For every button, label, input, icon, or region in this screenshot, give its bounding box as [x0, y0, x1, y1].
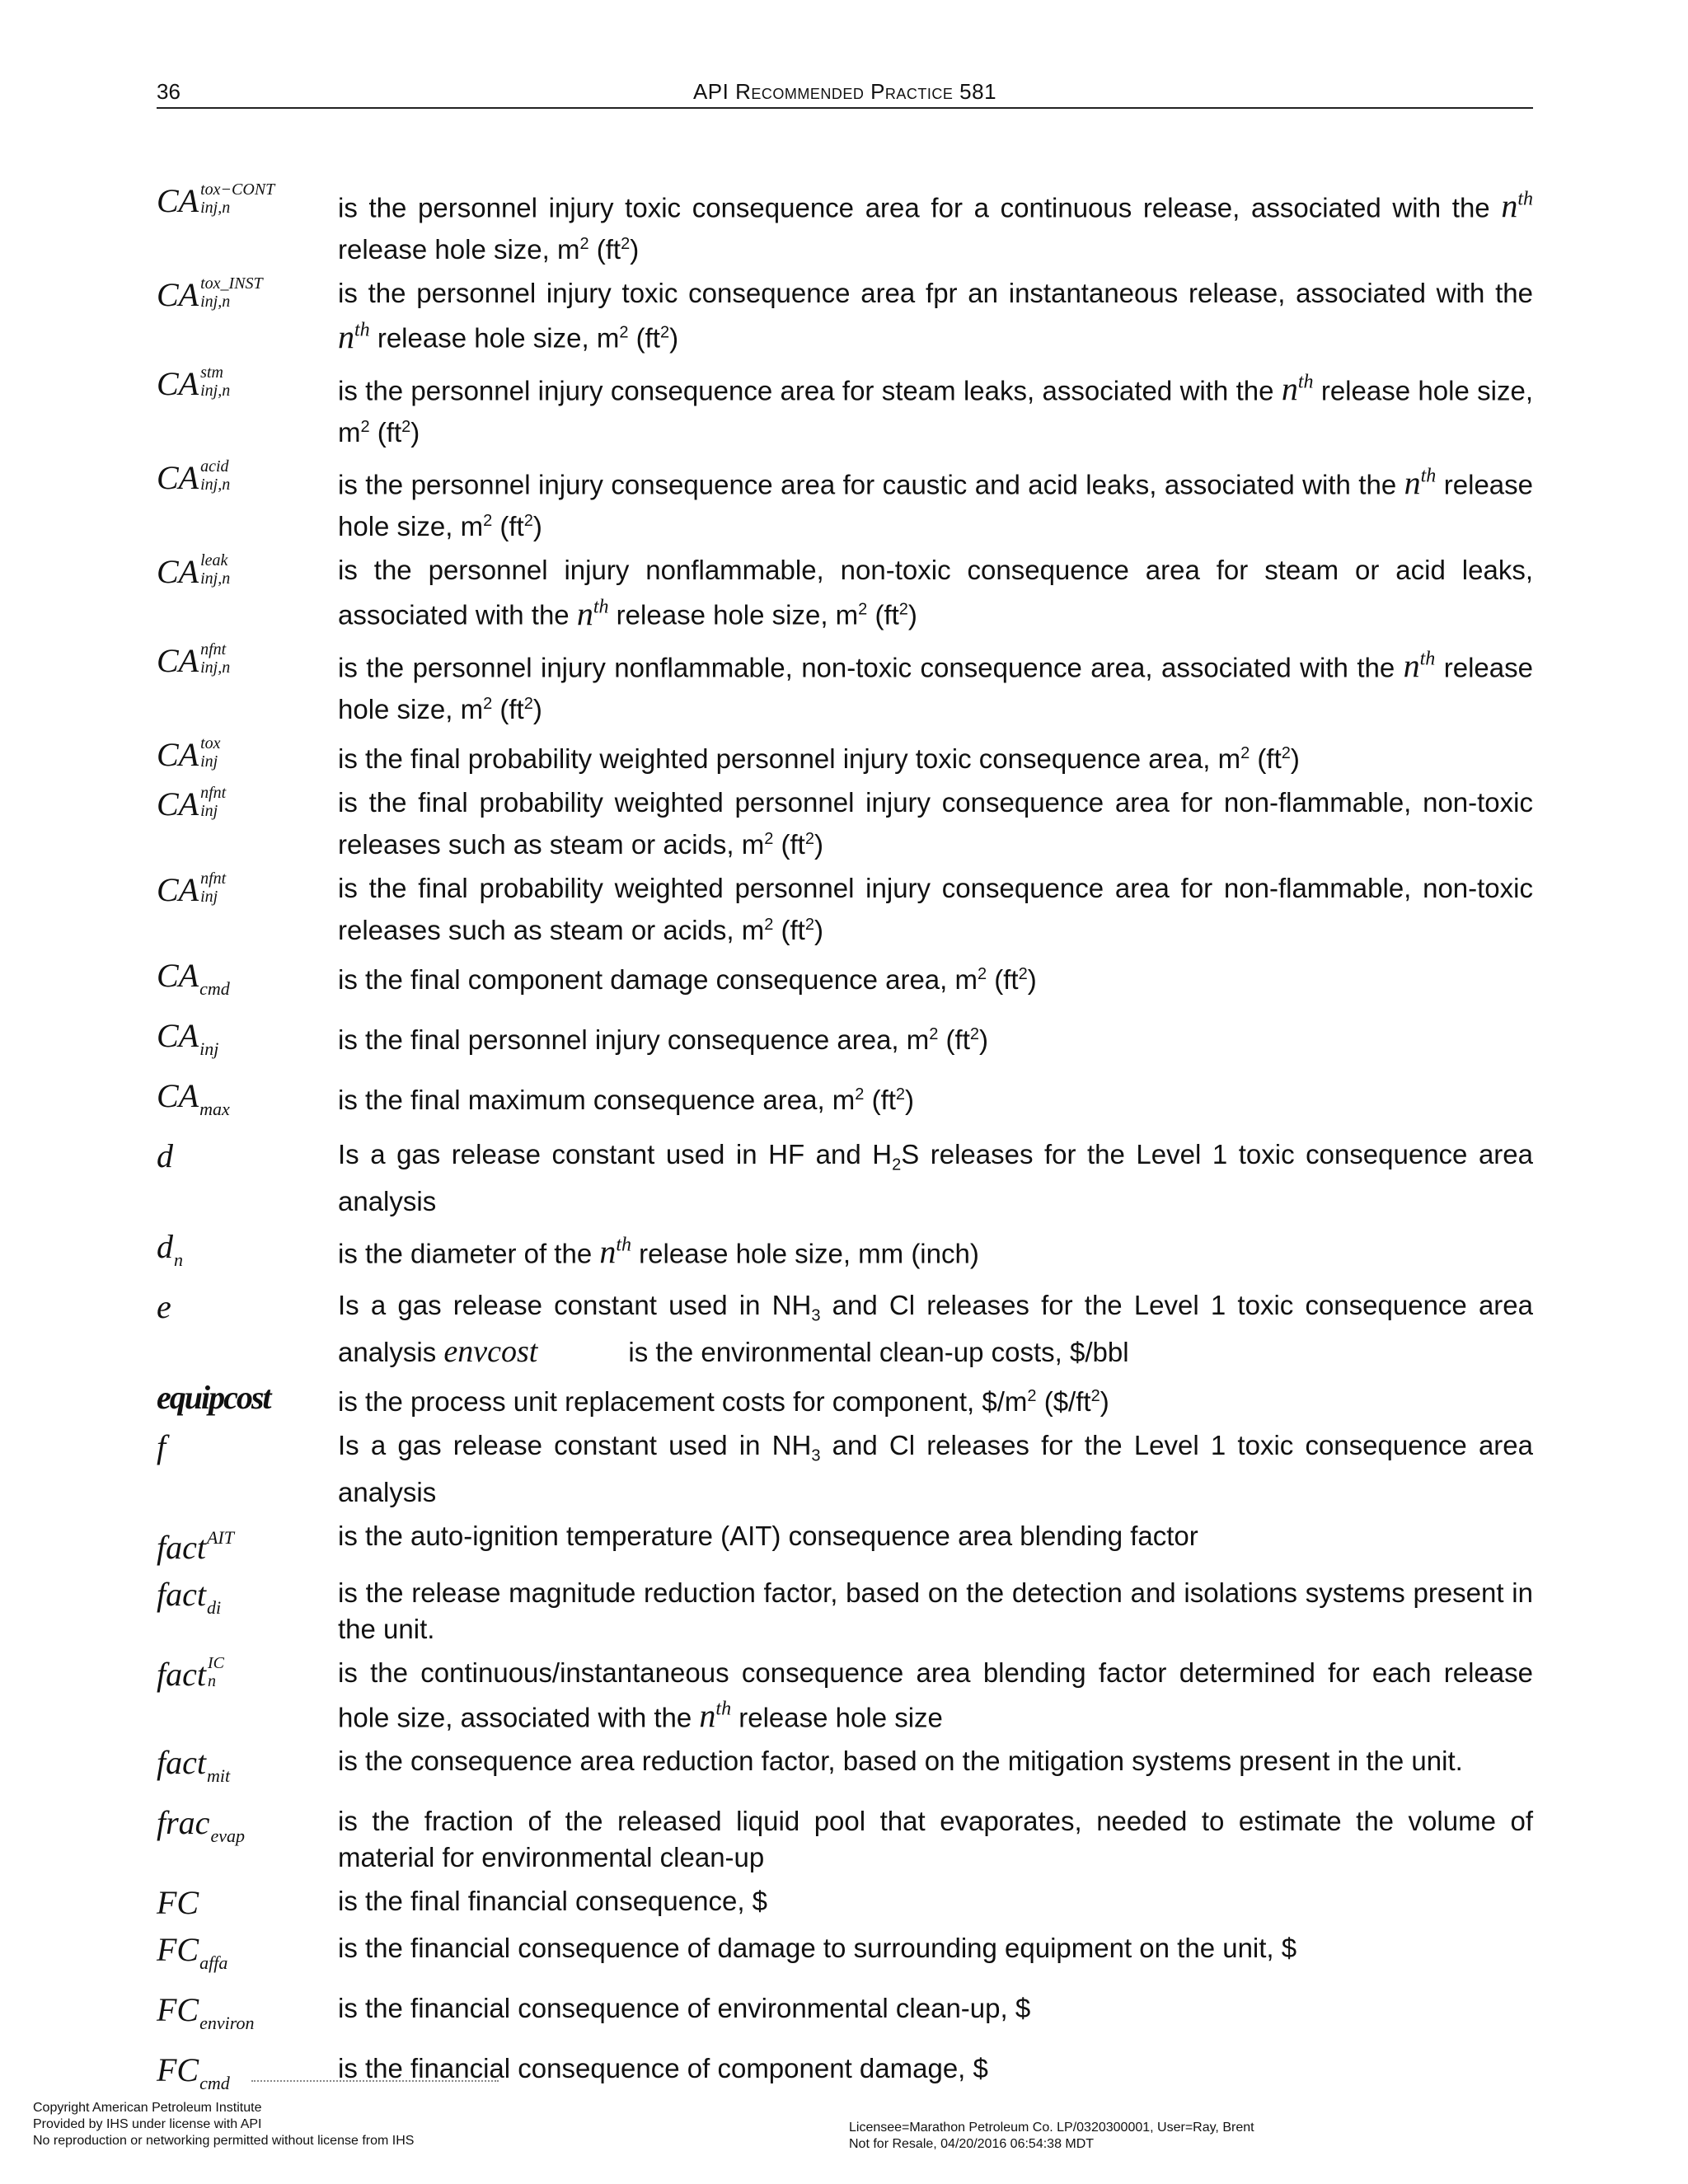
definition-row [157, 1016, 1533, 1069]
definition-symbol: $FC_{cmd}$ [157, 2051, 230, 2094]
definition-row [157, 458, 1533, 545]
definition-row [157, 735, 1533, 777]
page-number: 36 [157, 79, 181, 104]
definition-text: is the fraction of the released liquid pool that evaporates, needed to estimate the volume of material for environmental clean-up [338, 1806, 1533, 1873]
definition-row [157, 1137, 1533, 1220]
definition-symbol: f [157, 1428, 166, 1466]
definition-text: is the final probability weighted personnel injury consequence area for non-flammable, non-toxic releases such as steam or acids, $m^2$ $(ft^2)$ [338, 786, 1533, 860]
definition-symbol: e [157, 1287, 171, 1325]
definition-symbol: CA tox_INST inj,n [157, 274, 263, 314]
definition-text: is the final probability weighted personnel injury toxic consequence area, $m^2$ $(ft^2)$ [338, 743, 1300, 774]
definition-symbol: fact$_{di}$ [157, 1575, 222, 1618]
definition-text: is the final component damage consequence area, $m^2$ $(ft^2)$ [338, 963, 1037, 995]
footer-right-line: Licensee=Marathon Petroleum Co. LP/0320300001, User=Ray, Brent [849, 2121, 1254, 2135]
definition-text: is the release magnitude reduction factor, based on the detection and isolations systems present in the unit. [338, 1577, 1533, 1644]
running-title: API Recommended Practice 581 [692, 79, 997, 104]
definition-symbol: $CA_{inj}$ [157, 1016, 219, 1059]
definition-row [157, 364, 1533, 451]
definition-text: is the personnel injury consequence area for steam leaks, associated with the $n^{th}$ release hole size, $m^2$ $(ft^2)$ [338, 369, 1533, 448]
definition-symbol: CA acid inj,n [157, 457, 231, 496]
definition-text: is the personnel injury toxic consequence area fpr an instantaneous release, associated with the $n^{th}$ release hole size, $m^2$ $(ft^2)$ [338, 278, 1533, 355]
definition-row [157, 1575, 1533, 1647]
definition-symbol: fact IC n [157, 1653, 224, 1693]
definition-row [157, 1287, 1533, 1371]
definition-text: is the diameter of the $n^{th}$ release hole size, mm (inch) [338, 1232, 979, 1270]
footer-left-line: Copyright American Petroleum Institute [33, 2101, 262, 2115]
definition-text: Is a gas release constant used in $NH_3$ and Cl releases for the Level 1 toxic consequence area analysis [338, 1430, 1533, 1507]
page-header [157, 79, 1533, 109]
definition-row [157, 181, 1533, 268]
definition-symbol: CA tox inj [157, 733, 221, 773]
definition-text: is the financial consequence of environmental clean-up, $ [338, 1993, 1031, 2024]
nth-symbol: $n^{th}$ [1404, 464, 1437, 502]
definition-symbol: $FC_{affa}$ [157, 1931, 228, 1974]
definition-row [157, 641, 1533, 728]
footer-divider [251, 2080, 499, 2087]
definition-symbol: d [157, 1137, 173, 1174]
definition-text: is the final probability weighted personnel injury consequence area for non-flammable, non-toxic releases such as steam or acids, $m^2$ $(ft^2)$ [338, 872, 1533, 945]
definition-row [157, 870, 1533, 949]
definition-row [157, 956, 1533, 1009]
nth-symbol: $n^{th}$ [699, 1697, 732, 1735]
definition-symbol: fact$^{AIT}$ [157, 1526, 234, 1566]
footer-right-line: Not for Resale, 04/20/2016 06:54:38 MDT [849, 2137, 1095, 2151]
definition-row [157, 1076, 1533, 1129]
nth-symbol: $n^{th}$ [576, 594, 609, 632]
definition-text: is the financial consequence of component damage, $ [338, 2053, 988, 2084]
definition-symbol: equipcost [157, 1379, 270, 1417]
nth-symbol: $n^{th}$ [1281, 369, 1314, 407]
footer-license [849, 2120, 1254, 2153]
definition-symbol: fact$_{mit}$ [157, 1744, 231, 1787]
definition-symbol: CA nfnt inj [157, 869, 227, 908]
definition-text: is the consequence area reduction factor, based on the mitigation systems present in the unit. [338, 1746, 1463, 1777]
definition-row [157, 552, 1533, 633]
definition-text: is the final maximum consequence area, $m^2$ $(ft^2)$ [338, 1084, 915, 1115]
definition-text: Is a gas release constant used in HF and $H_2S$ releases for the Level 1 toxic consequence area analysis [338, 1138, 1533, 1216]
nth-symbol: $n^{th}$ [599, 1232, 632, 1270]
definition-row [157, 1930, 1533, 1983]
definition-symbol: CA nfnt inj [157, 783, 227, 823]
definition-row [157, 275, 1533, 356]
definition-row [157, 1227, 1533, 1280]
definition-row [157, 1990, 1533, 2043]
definition-text: is the continuous/instantaneous consequence area blending factor determined for each release hole size, associated with the $n^{th}$ release hole size [338, 1657, 1533, 1735]
definition-text: is the final personnel injury consequence area, $m^2$ $(ft^2)$ [338, 1024, 989, 1055]
definition-text: is the personnel injury consequence area for caustic and acid leaks, associated with the $n^{th}$ release hole size, $m^2$ $(ft^2)$ [338, 464, 1534, 542]
definitions-list [157, 181, 1533, 2111]
definition-row [157, 1655, 1533, 1736]
definition-row [157, 1427, 1533, 1511]
definition-row [157, 1378, 1533, 1420]
definition-text: is the financial consequence of damage to surrounding equipment on the unit, $ [338, 1933, 1297, 1964]
definition-symbol: $FC_{environ}$ [157, 1991, 255, 2034]
definition-symbol: CA stm inj,n [157, 363, 231, 402]
definition-row [157, 1518, 1533, 1568]
nth-symbol: $n^{th}$ [338, 317, 370, 355]
footer-left-line: No reproduction or networking permitted without license from IHS [33, 2134, 415, 2148]
definition-text: is the auto-ignition temperature (AIT) consequence area blending factor [338, 1520, 1198, 1551]
definition-row [157, 1883, 1533, 1923]
definition-text: is the process unit replacement costs for component, $\$/m^2$ $(\$/ft^2)$ [338, 1386, 1109, 1418]
nth-symbol: $n^{th}$ [1403, 646, 1436, 684]
definition-symbol: $d_n$ [157, 1227, 183, 1270]
definition-symbol: CA tox−CONT inj,n [157, 180, 275, 219]
footer-copyright [33, 2100, 414, 2149]
definition-symbol: CA nfnt inj,n [157, 640, 231, 679]
footer-left-line: Provided by IHS under license with API [33, 2117, 262, 2131]
definition-symbol: $CA_{cmd}$ [157, 956, 230, 999]
definition-row [157, 1803, 1533, 1876]
definition-text: is the personnel injury toxic consequence area for a continuous release, associated with the $n^{th}$ release hole size, $m^2$ $(ft^2)$ [338, 187, 1533, 265]
nth-symbol: $n^{th}$ [1501, 187, 1533, 225]
definition-symbol: CA leak inj,n [157, 551, 231, 591]
definition-text: is the personnel injury nonflammable, non-toxic consequence area, associated with the $n^{th}$ release hole size, $m^2$ $(ft^2)$ [338, 646, 1533, 724]
definition-row [157, 1743, 1533, 1796]
definition-symbol: FC [157, 1884, 199, 1922]
definition-text: is the final financial consequence, $ [338, 1886, 768, 1917]
definition-row [157, 785, 1533, 863]
inline-symbol: envcost [443, 1334, 538, 1370]
definition-row [157, 2050, 1533, 2103]
definition-symbol: frac$_{evap}$ [157, 1804, 245, 1847]
definition-text: is the personnel injury nonflammable, non-toxic consequence area for steam or acid leaks, associated with the $n^{th}$ release hole size, $m^2$ $(ft^2)$ [338, 555, 1533, 632]
definition-symbol: $CA_{max}$ [157, 1076, 230, 1119]
definition-text: Is a gas release constant used in $NH_3$ and Cl releases for the Level 1 toxic consequence area analysis envcost is the environmental clean-up costs, $/bbl [338, 1289, 1533, 1370]
